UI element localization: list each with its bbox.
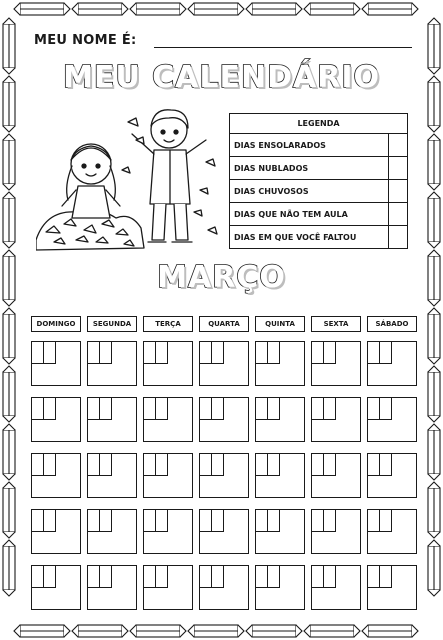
calendar-day-cell[interactable] — [87, 453, 137, 498]
calendar-day-cell[interactable] — [31, 509, 81, 554]
pencil-icon — [72, 625, 128, 637]
name-row — [34, 31, 412, 51]
weekday-header-row — [31, 316, 417, 332]
pencil-icon — [428, 134, 440, 190]
day-number-divider — [379, 454, 380, 475]
day-number-divider — [211, 510, 212, 531]
day-number-divider — [379, 566, 380, 587]
legend-label-no-school: DIAS QUE NÃO TEM AULA — [230, 203, 389, 226]
day-number-divider — [99, 454, 100, 475]
pencil-icon — [14, 3, 70, 15]
calendar-day-cell[interactable] — [311, 509, 361, 554]
calendar-day-cell[interactable] — [31, 397, 81, 442]
calendar-day-cell[interactable] — [199, 397, 249, 442]
day-number-divider — [99, 398, 100, 419]
calendar-day-cell[interactable] — [255, 565, 305, 610]
calendar-day-cell[interactable] — [367, 453, 417, 498]
weekday-header: SEGUNDA — [87, 316, 137, 332]
name-input-line[interactable] — [154, 47, 412, 48]
day-number-divider — [155, 454, 156, 475]
weekday-header: DOMINGO — [31, 316, 81, 332]
weekday-header: QUINTA — [255, 316, 305, 332]
pencil-icon — [188, 3, 244, 15]
day-number-divider — [211, 342, 212, 363]
calendar-day-cell[interactable] — [87, 509, 137, 554]
pencil-icon — [246, 625, 302, 637]
day-number-divider — [99, 510, 100, 531]
calendar-day-cell[interactable] — [87, 565, 137, 610]
calendar-day-cell[interactable] — [311, 397, 361, 442]
pencil-icon — [428, 192, 440, 248]
calendar-day-cell[interactable] — [143, 397, 193, 442]
day-number-divider — [267, 510, 268, 531]
calendar-day-cell[interactable] — [255, 397, 305, 442]
calendar-day-cell[interactable] — [255, 453, 305, 498]
calendar-day-cell[interactable] — [199, 509, 249, 554]
legend-label-rainy: DIAS CHUVOSOS — [230, 180, 389, 203]
calendar-day-cell[interactable] — [143, 509, 193, 554]
calendar-day-cell[interactable] — [31, 341, 81, 386]
day-number-divider — [43, 566, 44, 587]
pencil-icon — [304, 3, 360, 15]
pencil-icon — [3, 540, 15, 596]
calendar-day-cell[interactable] — [311, 453, 361, 498]
day-number-divider — [211, 398, 212, 419]
day-number-divider — [155, 566, 156, 587]
calendar-day-cell[interactable] — [31, 565, 81, 610]
pencil-icon — [3, 424, 15, 480]
pencil-icon — [14, 625, 70, 637]
legend-symbol-box[interactable] — [389, 203, 408, 226]
pencil-icon — [428, 424, 440, 480]
name-label: MEU NOME É: — [34, 33, 137, 48]
pencil-icon — [362, 3, 418, 15]
pencil-icon — [3, 366, 15, 422]
legend-label-absent: DIAS EM QUE VOCÊ FALTOU — [230, 226, 389, 249]
day-number-divider — [99, 342, 100, 363]
legend-table — [229, 113, 408, 249]
pencil-icon — [188, 625, 244, 637]
calendar — [31, 316, 417, 610]
day-number-divider — [155, 342, 156, 363]
day-number-divider — [379, 342, 380, 363]
day-number-divider — [211, 566, 212, 587]
calendar-day-cell[interactable] — [255, 509, 305, 554]
calendar-day-cell[interactable] — [87, 341, 137, 386]
pencil-icon — [3, 134, 15, 190]
legend-symbol-box[interactable] — [389, 226, 408, 249]
calendar-day-cell[interactable] — [199, 453, 249, 498]
pencil-icon — [428, 540, 440, 596]
calendar-day-cell[interactable] — [199, 565, 249, 610]
day-number-divider — [323, 566, 324, 587]
calendar-day-cell[interactable] — [367, 509, 417, 554]
pencil-icon — [304, 625, 360, 637]
pencil-icon — [428, 482, 440, 538]
calendar-day-cell[interactable] — [87, 397, 137, 442]
calendar-grid — [31, 341, 417, 610]
legend-symbol-box[interactable] — [389, 157, 408, 180]
day-number-divider — [323, 454, 324, 475]
calendar-day-cell[interactable] — [255, 341, 305, 386]
day-number-divider — [379, 398, 380, 419]
calendar-day-cell[interactable] — [367, 565, 417, 610]
weekday-header: SEXTA — [311, 316, 361, 332]
day-number-divider — [267, 342, 268, 363]
pencil-icon — [3, 192, 15, 248]
pencil-icon — [428, 366, 440, 422]
day-number-divider — [155, 510, 156, 531]
legend-label-cloudy: DIAS NUBLADOS — [230, 157, 389, 180]
page-title: MEU CALENDÁRIO — [63, 60, 380, 95]
pencil-icon — [130, 625, 186, 637]
day-number-divider — [211, 454, 212, 475]
pencil-icon — [428, 308, 440, 364]
legend-label-sunny: DIAS ENSOLARADOS — [230, 134, 389, 157]
day-number-divider — [43, 454, 44, 475]
pencil-icon — [72, 3, 128, 15]
calendar-day-cell[interactable] — [311, 565, 361, 610]
day-number-divider — [99, 566, 100, 587]
legend-heading: LEGENDA — [230, 114, 408, 134]
day-number-divider — [267, 566, 268, 587]
weekday-header: TERÇA — [143, 316, 193, 332]
calendar-day-cell[interactable] — [31, 453, 81, 498]
day-number-divider — [323, 342, 324, 363]
day-number-divider — [43, 342, 44, 363]
legend-symbol-box[interactable] — [389, 134, 408, 157]
weekday-header: QUARTA — [199, 316, 249, 332]
legend-symbol-box[interactable] — [389, 180, 408, 203]
day-number-divider — [267, 454, 268, 475]
day-number-divider — [267, 398, 268, 419]
pencil-icon — [362, 625, 418, 637]
pencil-icon — [130, 3, 186, 15]
calendar-day-cell[interactable] — [367, 341, 417, 386]
calendar-day-cell[interactable] — [143, 565, 193, 610]
pencil-icon — [3, 482, 15, 538]
day-number-divider — [379, 510, 380, 531]
pencil-icon — [246, 3, 302, 15]
day-number-divider — [43, 398, 44, 419]
month-title: MARÇO — [157, 260, 286, 295]
calendar-day-cell[interactable] — [143, 453, 193, 498]
calendar-day-cell[interactable] — [367, 397, 417, 442]
day-number-divider — [323, 398, 324, 419]
day-number-divider — [155, 398, 156, 419]
calendar-day-cell[interactable] — [143, 341, 193, 386]
weekday-header: SÁBADO — [367, 316, 417, 332]
day-number-divider — [323, 510, 324, 531]
calendar-day-cell[interactable] — [199, 341, 249, 386]
pencil-icon — [3, 308, 15, 364]
day-number-divider — [43, 510, 44, 531]
children-autumn-illustration — [36, 100, 221, 255]
calendar-day-cell[interactable] — [311, 341, 361, 386]
